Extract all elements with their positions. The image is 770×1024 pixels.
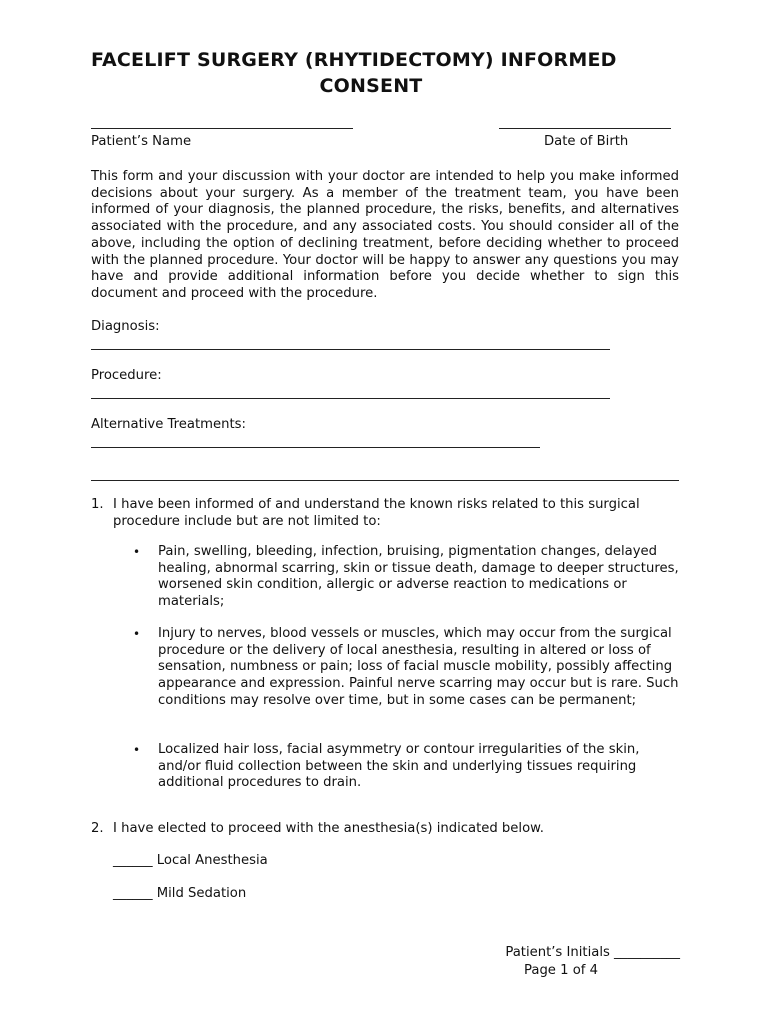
page-title	[91, 47, 691, 99]
item-number: 1.	[91, 497, 104, 512]
diagnosis-field[interactable]	[91, 349, 610, 350]
risk-bullet	[133, 626, 679, 710]
date-of-birth-field[interactable]	[499, 128, 671, 129]
risk-bullet	[133, 544, 679, 611]
bullet-icon: •	[133, 545, 141, 559]
risk-bullet	[133, 742, 679, 792]
date-of-birth-label: Date of Birth	[544, 134, 629, 149]
list-item-risks	[91, 497, 679, 530]
option-label: Mild Sedation	[156, 886, 247, 901]
anesthesia-option-local[interactable]	[113, 853, 268, 868]
page-footer	[505, 944, 680, 980]
intro-paragraph: This form and your discussion with your doctor are intended to help you make informed decisions about your surgery. As a member of the treatment team, you have been informed of your diagnosis, the planned procedure, the risks, benefits, and alternatives associated with the procedure, and any associated costs. You should consider all of the above, including the option of declining treatment, before deciding whether to proceed with the planned procedure. Your doctor will be happy to answer any questions you may have and provide additional information before you decide whether to sign this document and proceed with the procedure.	[91, 169, 679, 301]
alternative-treatments-label: Alternative Treatments:	[91, 417, 246, 432]
bullet-text: Injury to nerves, blood vessels or muscles, which may occur from the surgical procedure or the delivery of local anesthesia, resulting in altered or loss of sensation, numbness or pain; loss of facial muscle mobility, possibly affecting appearance and expression. Painful nerve scarring may occur but is rare. Such conditions may resolve over time, but in some cases can be permanent;	[158, 626, 679, 708]
patient-name-field[interactable]	[91, 128, 353, 129]
diagnosis-label: Diagnosis:	[91, 319, 160, 334]
alternative-treatments-field[interactable]	[91, 447, 540, 448]
bullet-icon: •	[133, 743, 141, 757]
alternative-treatments-field-2[interactable]	[91, 480, 679, 481]
title-line-2: CONSENT	[319, 75, 423, 97]
bullet-text: Localized hair loss, facial asymmetry or contour irregularities of the skin, and/or fluid collection between the skin and underlying tissues requiring additional procedures to drain.	[158, 742, 640, 791]
procedure-field[interactable]	[91, 398, 610, 399]
procedure-label: Procedure:	[91, 368, 162, 383]
list-item-anesthesia	[91, 821, 679, 838]
patient-initials-field[interactable]: Patient’s Initials __________	[505, 945, 680, 960]
initial-blank[interactable]: ______	[113, 886, 153, 901]
item-text: I have been informed of and understand the known risks related to this surgical procedure include but are not limited to:	[113, 497, 640, 529]
item-number: 2.	[91, 821, 104, 836]
option-label: Local Anesthesia	[156, 853, 268, 868]
page-number: Page 1 of 4	[524, 963, 598, 978]
title-line-1: FACELIFT SURGERY (RHYTIDECTOMY) INFORMED	[91, 49, 617, 71]
bullet-icon: •	[133, 627, 141, 641]
patient-name-label: Patient’s Name	[91, 134, 192, 149]
anesthesia-option-mild-sedation[interactable]	[113, 886, 246, 901]
initial-blank[interactable]: ______	[113, 853, 153, 868]
item-text: I have elected to proceed with the anesthesia(s) indicated below.	[113, 821, 544, 836]
bullet-text: Pain, swelling, bleeding, infection, bruising, pigmentation changes, delayed healing, abnormal scarring, skin or tissue death, damage to deeper structures, worsened skin condition, allergic or adverse reaction to medications or materials;	[158, 544, 679, 610]
